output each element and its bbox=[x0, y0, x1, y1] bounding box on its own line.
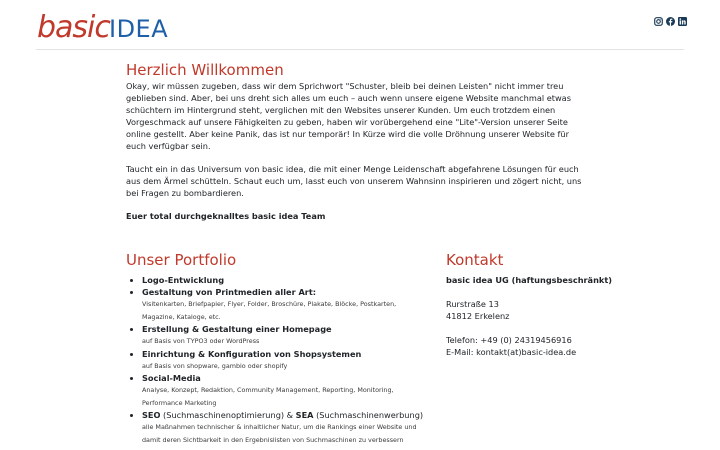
address-block bbox=[446, 298, 646, 322]
portfolio-item-desc: auf Basis von shopware, gambio oder shopify bbox=[142, 361, 288, 370]
list-item bbox=[142, 372, 426, 409]
company-name: basic idea UG (haftungsbeschränkt) bbox=[446, 275, 613, 285]
header-divider bbox=[36, 49, 684, 50]
welcome-signature: Euer total durchgeknalltes basic idea Team bbox=[126, 211, 326, 221]
seo-long-label: (Suchmaschinenoptimierung) & bbox=[160, 410, 296, 420]
welcome-title: Herzlich Willkommen bbox=[126, 61, 284, 79]
address-street: Rurstraße 13 bbox=[446, 299, 499, 309]
welcome-paragraph-1: Okay, wir müssen zugeben, dass wir dem Sprichwort "Schuster, bleib bei deinen Leisten" nicht immer treu geblieben sind. Aber, bei uns dreht sich alles um euch – auch wenn unsere eigene Website manchmal etwas schüchtern im Hintergrund steht, verglichen mit den Websites unserer Kunden. Um euch trotzdem einen Vorgeschmack auf unsere Fähigkeiten zu geben, haben wir vorübergehend eine "Lite"-Version unserer Seite online gestellt. Aber keine Panik, das ist nur temporär! In Kürze wird die volle Dröhnung unserer Website für euch verfügbar sein. bbox=[126, 81, 571, 151]
list-item bbox=[142, 323, 426, 348]
portfolio-section bbox=[126, 250, 426, 446]
portfolio-item-title: Logo-Entwicklung bbox=[142, 275, 225, 285]
portfolio-item-desc: auf Basis von TYPO3 oder WordPress bbox=[142, 337, 260, 345]
contact-phone: Telefon: +49 (0) 24319456916 bbox=[446, 335, 572, 345]
basic-idea-logo[interactable] bbox=[37, 6, 169, 45]
list-item bbox=[142, 286, 426, 323]
welcome-paragraph-2: Taucht ein in das Universum von basic idea, die mit einer Menge Leidenschaft abgefahrene Lösungen für euch aus dem Ärmel schütteln. Schaut euch um, lasst euch von unserem Wahnsinn inspirieren und zögert nicht, uns bei Fragen zu bombardieren. bbox=[126, 164, 582, 198]
welcome-section bbox=[126, 60, 590, 233]
svg-text:basic: basic bbox=[37, 10, 110, 45]
seo-label: SEO bbox=[142, 410, 161, 420]
sea-long-label: (Suchmaschinenwerbung) bbox=[313, 410, 424, 420]
contact-email: E-Mail: kontakt(at)basic-idea.de bbox=[446, 347, 577, 357]
site-header bbox=[0, 0, 720, 50]
portfolio-list bbox=[126, 274, 426, 446]
list-item bbox=[142, 348, 426, 373]
instagram-icon[interactable] bbox=[654, 17, 663, 26]
portfolio-title: Unser Portfolio bbox=[126, 251, 237, 269]
svg-text:IDEA: IDEA bbox=[109, 15, 169, 43]
portfolio-item-desc: Visitenkarten, Briefpapier, Flyer, Folder, Broschüre, Plakate, Blöcke, Postkarten, Magazine, Kataloge, etc. bbox=[142, 300, 397, 321]
facebook-icon[interactable] bbox=[666, 17, 675, 26]
contact-section bbox=[446, 250, 646, 358]
sea-label: SEA bbox=[295, 410, 314, 420]
address-city: 41812 Erkelenz bbox=[446, 311, 510, 321]
portfolio-item-title: Gestaltung von Printmedien aller Art: bbox=[142, 287, 317, 297]
portfolio-item-title: Erstellung & Gestaltung einer Homepage bbox=[142, 324, 332, 334]
portfolio-item-title: Social-Media bbox=[142, 373, 201, 383]
linkedin-icon[interactable] bbox=[678, 17, 687, 26]
portfolio-item-title: Einrichtung & Konfiguration von Shopsystemen bbox=[142, 348, 362, 359]
contact-details bbox=[446, 334, 646, 358]
list-item bbox=[142, 409, 426, 446]
social-links bbox=[654, 17, 687, 26]
contact-title: Kontakt bbox=[446, 251, 504, 269]
list-item bbox=[142, 274, 426, 286]
portfolio-item-desc: alle Maßnahmen technischer & inhaltlicher Natur, um die Rankings einer Website und damit deren Sichtbarkeit in den Ergebnislisten von Suchmaschinen zu verbessern bbox=[142, 423, 417, 444]
portfolio-item-desc: Analyse, Konzept, Redaktion, Community Management, Reporting, Monitoring, Performance Marketing bbox=[142, 386, 394, 407]
